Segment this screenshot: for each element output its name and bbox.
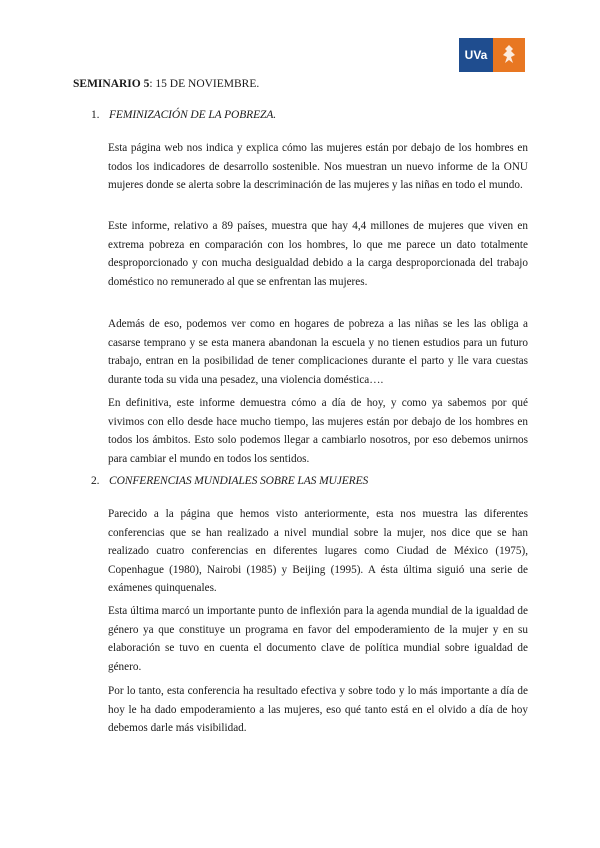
seminar-date: : 15 DE NOVIEMBRE.	[149, 78, 260, 90]
section-title: FEMINIZACIÓN DE LA POBREZA.	[109, 109, 277, 121]
uva-logo	[459, 38, 525, 72]
section-number: 1.	[91, 109, 100, 121]
paragraph: Por lo tanto, esta conferencia ha resultado efectiva y sobre todo y lo más importante a día de hoy le ha dado empoderamiento a las mujeres, eso qué tanto está en el olvido a día de hoy debemos darle más visibilidad.	[108, 685, 528, 734]
section-title: CONFERENCIAS MUNDIALES SOBRE LAS MUJERES	[109, 475, 369, 487]
paragraph: Este informe, relativo a 89 países, muestra que hay 4,4 millones de mujeres que viven en extrema pobreza en comparación con los hombres, lo que me parece un dato totalmente desproporcionado y con mucha desigualdad debido a la carga desproporcionada del trabajo doméstico no remunerado al que se enfrentan las mujeres.	[108, 220, 528, 288]
section-2-heading	[91, 475, 368, 487]
logo-text: UVa	[459, 38, 493, 72]
university-seal-icon	[493, 38, 525, 72]
paragraph: Parecido a la página que hemos visto anteriormente, esta nos muestra las diferentes conferencias que se han realizado a nivel mundial sobre la mujer, nos dice que se han realizado cuatro conferencias en diferentes lugares como Ciudad de México (1975), Copenhague (1980), Nairobi (1985) y Beijing (1995). A ésta última siguió una serie de exámenes quinquenales.	[108, 508, 528, 594]
seminar-header	[73, 78, 259, 90]
paragraph: En definitiva, este informe demuestra cómo a día de hoy, y como ya sabemos por qué vivimos con ello desde hace mucho tiempo, las mujeres están por debajo de los hombres en todos los ámbitos. Esto solo podemos llegar a cambiarlo nosotros, por eso debemos unirnos para cambiar el mundo en todos los sentidos.	[108, 397, 528, 465]
paragraph: Esta página web nos indica y explica cómo las mujeres están por debajo de los hombres en todos los indicadores de desarrollo sostenible. Nos muestran un nuevo informe de la ONU mujeres donde se alerta sobre la descriminación de las mujeres y las niñas en todo el mundo.	[108, 142, 528, 191]
section-number: 2.	[91, 475, 100, 487]
seminar-label: SEMINARIO 5	[73, 78, 150, 90]
section-1-heading	[91, 109, 276, 121]
paragraph: Además de eso, podemos ver como en hogares de pobreza a las niñas se les las obliga a casarse temprano y se esta manera abandonan la escuela y no tienen estudios para un futuro trabajo, entran en la posibilidad de tener complicaciones durante el parto y lle vara cuestas durante toda su vida una pesadez, una violencia doméstica….	[108, 318, 528, 386]
paragraph: Esta última marcó un importante punto de inflexión para la agenda mundial de la igualdad de género ya que constituye un programa en favor del empoderamiento de la mujer y en su elaboración se tuvo en cuenta el documento clave de política mundial sobre igualdad de género.	[108, 605, 528, 673]
